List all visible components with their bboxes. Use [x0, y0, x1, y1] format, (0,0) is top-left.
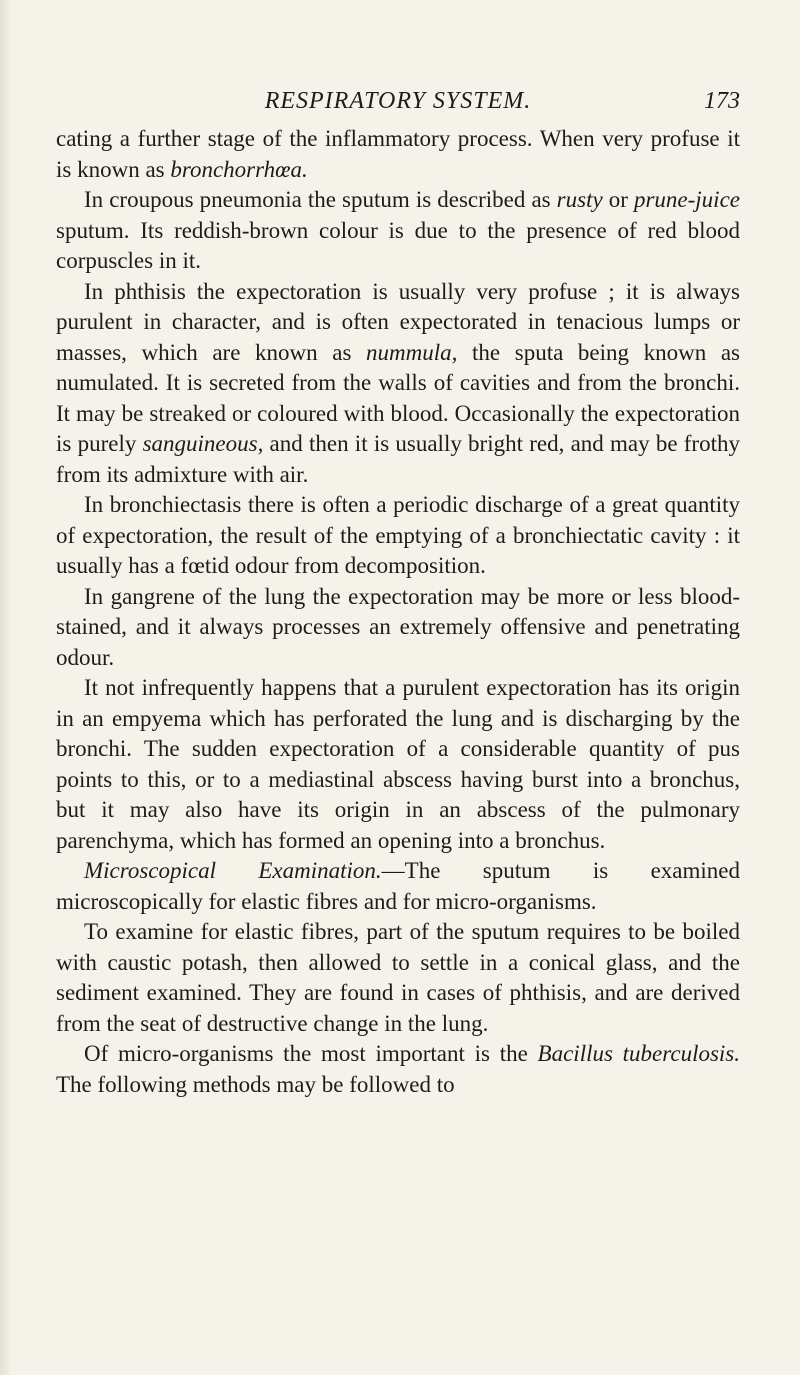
running-head: [56, 86, 740, 120]
italic-text: nummula,: [366, 339, 458, 365]
italic-text: sanguineous,: [142, 431, 264, 456]
text-run: In phthisis the expectoration is usually very profuse ; it is always purulent in character, and is often expectorated in tenacious lumps or masses, which are known as: [56, 278, 740, 365]
text-run: or: [602, 187, 634, 212]
italic-text: Bacillus tuberculosis.: [537, 1041, 740, 1066]
running-title: RESPIRATORY SYSTEM.: [264, 88, 532, 114]
paragraph: [56, 185, 740, 277]
italic-text: bronchorrhœa.: [170, 156, 308, 182]
text-run: The following methods may be followed to: [56, 1071, 455, 1097]
text-run: In croupous pneumonia the sputum is described as: [84, 187, 557, 212]
paragraph: [56, 856, 740, 917]
page-number: 173: [704, 88, 740, 114]
text-run: the sputa being known as numulated. It is secreted from the walls of cavities and from the bronchi. It may be streaked or coloured with blood. Occasionally the expectoration is purely: [56, 339, 741, 456]
text-run: cating a further stage of the inflammatory process. When very profuse it is known as: [56, 126, 740, 182]
italic-text: rusty: [556, 187, 603, 212]
italic-text: prune-juice: [633, 187, 740, 212]
page-gutter-shadow: [0, 0, 12, 1375]
text-run: and then it is usually bright red, and may be frothy from its admixture with air.: [56, 431, 740, 487]
paragraph: [56, 277, 740, 491]
paragraph: [56, 917, 740, 1039]
body-text: [56, 124, 740, 1100]
text-run: Of micro-organisms the most important is the: [84, 1041, 538, 1066]
paragraph: [56, 124, 740, 185]
text-run: —The sputum is examined microscopically for elastic fibres and for micro-organisms.: [56, 858, 740, 914]
text-run: In gangrene of the lung the expectoration may be more or less blood-stained, and it always processes an extremely offensive and penetrating odour.: [56, 583, 740, 670]
paragraph: [56, 490, 740, 582]
italic-text: Microscopical Examination.: [84, 858, 382, 883]
text-run: To examine for elastic fibres, part of the sputum requires to be boiled with caustic potash, then allowed to settle in a conical glass, and the sediment examined. They are found in cases of phthisis, and are derived from the seat of destructive change in the lung.: [56, 919, 740, 1036]
paragraph: [56, 1039, 740, 1100]
text-run: It not infrequently happens that a purulent expectoration has its origin in an empyema which has perforated the lung and is discharging by the bronchi. The sudden expectoration of a considerable quantity of pus points to this, or to a mediastinal abscess having burst into a bronchus, but it may also have its origin in an abscess of the pulmonary parenchyma, which has formed an opening into a bronchus.: [56, 675, 740, 853]
paragraph: [56, 582, 740, 674]
text-run: sputum. Its reddish-brown colour is due to the presence of red blood corpuscles in it.: [56, 217, 740, 273]
paragraph: [56, 673, 740, 856]
text-run: In bronchiectasis there is often a periodic discharge of a great quantity of expectoration, the result of the emptying of a bronchiectatic cavity : it usually has a fœtid odour from decomposition.: [56, 492, 740, 578]
